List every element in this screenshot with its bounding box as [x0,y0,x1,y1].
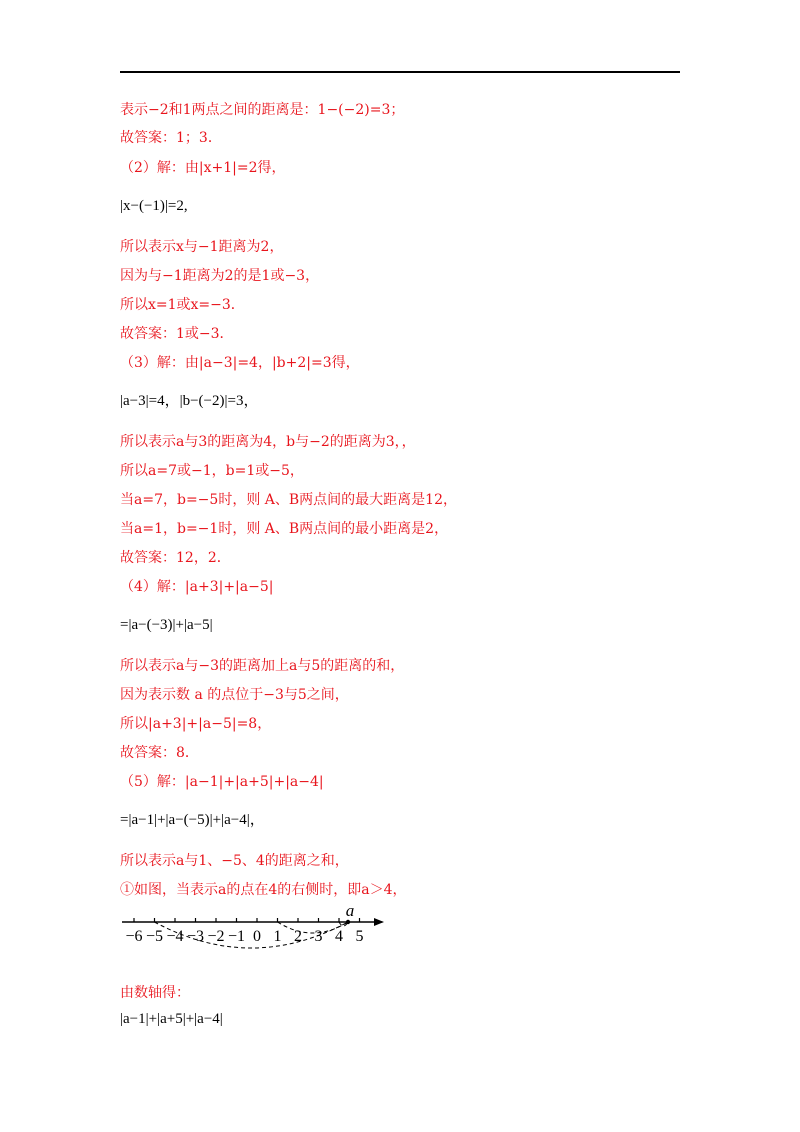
text-line-14: 当a=1，b=−1时，则 A、B两点间的最小距离是2， [120,521,449,537]
header-rule [120,71,680,73]
text-line-23: =|a−1|+|a−(−5)|+|a−4|， [120,812,265,828]
tick-label: −2 [207,928,225,945]
point-a-label: a [345,901,355,920]
text-line-26: 由数轴得： [120,985,190,1001]
tick-label: −5 [145,928,164,945]
number-line-svg [118,900,398,960]
text-line-10: |a−3|=4，|b−(−2)|=3， [120,393,259,409]
text-line-4: |x−(−1)|=2, [120,198,188,214]
text-line-21: 故答案：8． [120,745,199,761]
text-line-11: 所以表示a与3的距离为4，b与−2的距离为3，， [120,434,416,450]
tick-label: 5 [355,928,364,945]
tick-label: −1 [227,928,246,945]
text-line-8: 故答案：1或−3． [120,326,234,342]
text-line-12: 所以a=7或−1，b=1或−5， [120,463,304,479]
text-line-5: 所以表示x与−1距离为2， [120,239,284,255]
axis-arrowhead [374,918,384,926]
tick-label: 0 [253,928,261,945]
number-line-figure [118,900,398,960]
text-line-13: 当a=7，b=−5时，则 A、B两点间的最大距离是12， [120,492,457,508]
tick-label: 4 [335,928,343,945]
tick-label: 1 [273,928,282,945]
text-line-24: 所以表示a与1、−5、4的距离之和， [120,853,349,869]
text-line-2: 故答案：1；3． [120,130,222,146]
tick-label: 3 [314,928,323,945]
tick-label: −6 [125,928,143,945]
text-line-19: 因为表示数 a 的点位于−3与5之间， [120,687,349,703]
text-line-1: 表示−2和1两点之间的距离是：1−(−2)=3； [120,102,405,118]
text-line-27: |a−1|+|a+5|+|a−4| [120,1011,223,1027]
text-line-7: 所以x=1或x=−3． [120,297,245,313]
tick-label: −4 [166,928,184,945]
text-line-17: =|a−(−3)|+|a−5| [120,617,213,633]
text-line-20: 所以|a+3|+|a−5|=8， [120,716,272,732]
text-line-18: 所以表示a与−3的距离加上a与5的距离的和， [120,658,405,674]
tick-label: 2 [294,928,302,945]
text-line-15: 故答案：12，2． [120,550,231,566]
text-line-3: （2）解：由|x+1|=2得， [120,160,286,176]
text-line-25: ①如图，当表示a的点在4的右侧时，即a＞4， [120,882,407,898]
text-line-9: （3）解：由|a−3|=4，|b+2|=3得， [120,355,360,371]
text-line-22: （5）解：|a−1|+|a+5|+|a−4| [120,774,324,790]
text-line-16: （4）解：|a+3|+|a−5| [120,579,274,595]
text-line-6: 因为与−1距离为2的是1或−3， [120,268,320,284]
tick-label: −3 [186,928,205,945]
